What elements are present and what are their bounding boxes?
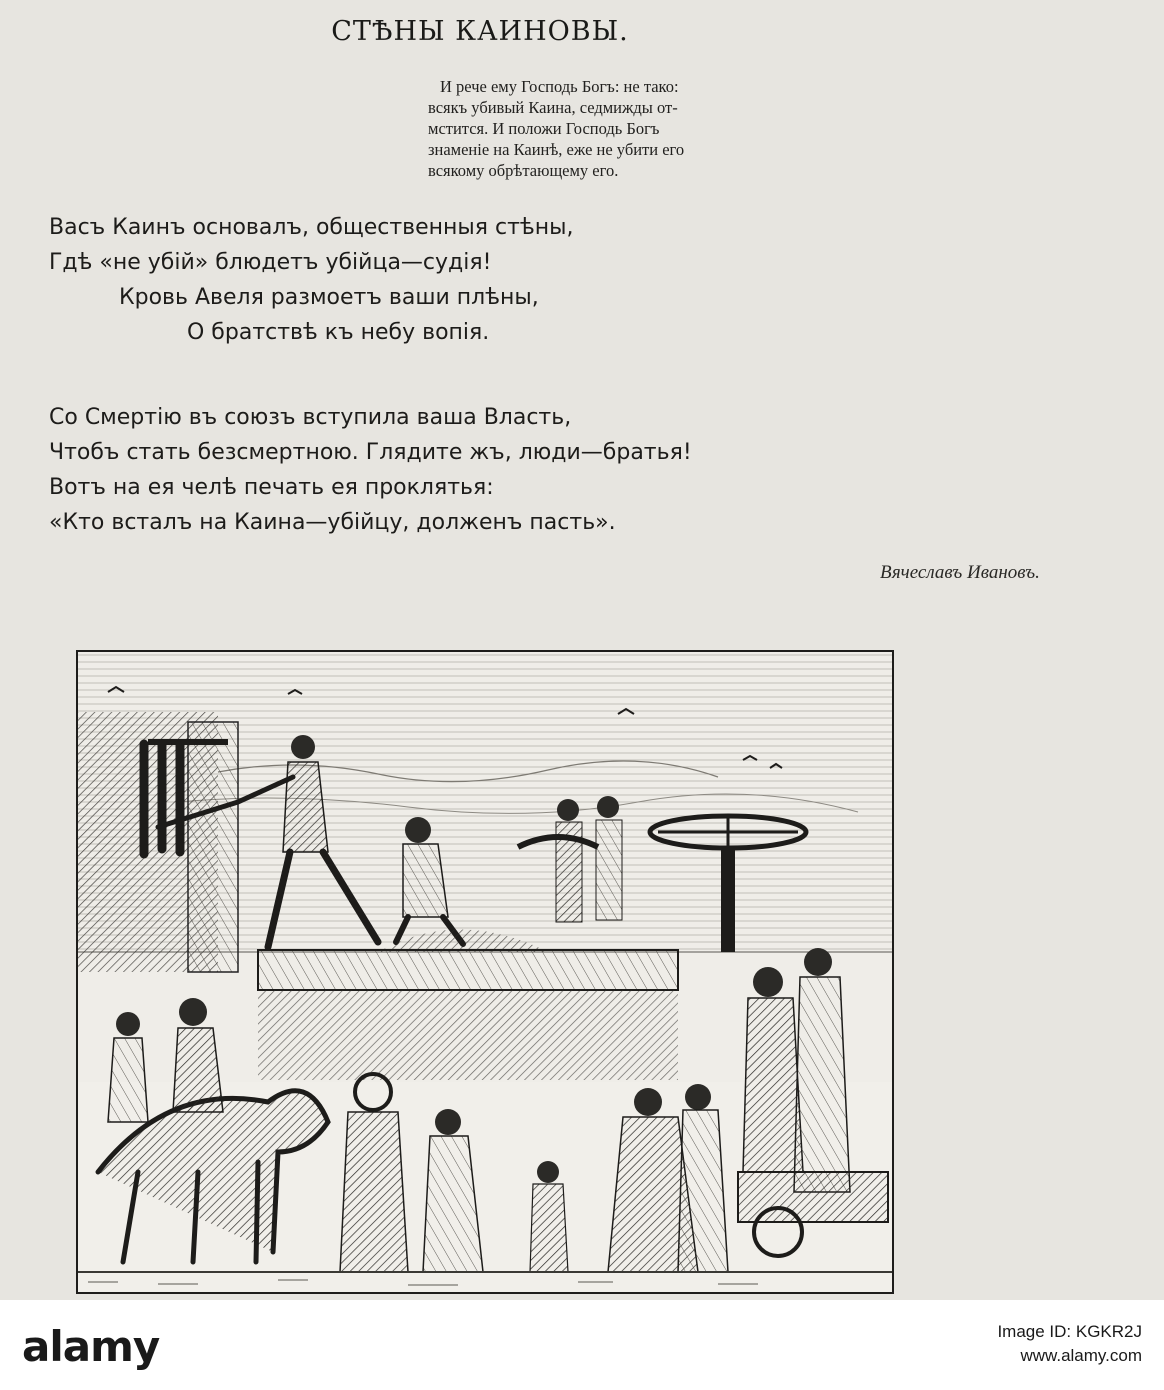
image-id: Image ID: KGKR2J	[997, 1322, 1142, 1341]
stanza-1	[49, 210, 573, 350]
epigraph-line: всякъ убивый Каина, седмижды от-	[428, 98, 678, 117]
watermark-footer	[0, 1300, 1164, 1390]
footer-info	[997, 1320, 1142, 1368]
epigraph-line: знаменіе на Каинѣ, еже не убити его	[428, 140, 685, 159]
epigraph-line: всякому обрѣтающему его.	[428, 161, 619, 180]
verse-line: Вотъ на ея челѣ печать ея проклятья:	[49, 475, 494, 500]
verse-line: Васъ Каинъ основалъ, общественныя стѣны,	[49, 215, 574, 240]
engraving-drawing	[78, 652, 892, 1292]
verse-line: О братствѣ къ небу вопія.	[187, 320, 490, 345]
epigraph-line: И рече ему Господь Богъ: не тако:	[440, 77, 679, 96]
verse-line: Гдѣ «не убій» блюдетъ убійца—судія!	[49, 250, 492, 275]
verse-line: «Кто всталъ на Каина—убійцу, долженъ пасть».	[49, 510, 616, 535]
stanza-2	[49, 400, 692, 540]
verse-line: Со Смертію въ союзъ вступила ваша Власть,	[49, 405, 572, 430]
verse-line: Чтобъ стать безсмертною. Глядите жъ, люди—братья!	[49, 440, 692, 465]
execution-engraving	[76, 650, 894, 1294]
epigraph-line: мстится. И положи Господь Богъ	[428, 119, 660, 138]
verse-line: Кровь Авеля размоетъ ваши плѣны,	[119, 285, 539, 310]
poem-title: СТѢНЫ КАИНОВЫ.	[331, 16, 629, 47]
epigraph	[428, 76, 828, 181]
alamy-logo: alamy	[22, 1322, 160, 1371]
author-signature: Вячеславъ Ивановъ.	[880, 562, 1040, 583]
site-url: www.alamy.com	[1020, 1346, 1142, 1365]
